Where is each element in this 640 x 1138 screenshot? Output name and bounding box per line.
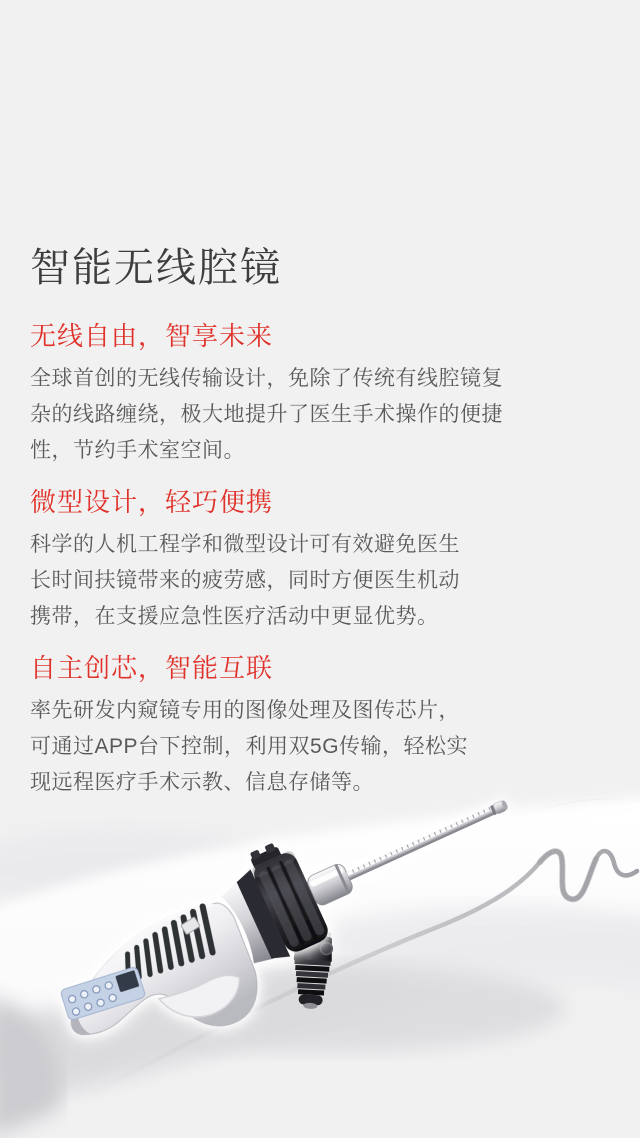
page-title: 智能无线腔镜 bbox=[30, 246, 282, 290]
feature-section-compact bbox=[30, 485, 612, 635]
feature-section-smart-chip bbox=[30, 651, 612, 801]
feature-heading: 微型设计，轻巧便携 bbox=[30, 487, 274, 517]
product-image bbox=[0, 770, 640, 1138]
feature-body: 率先研发内窥镜专用的图像处理及图传芯片， 可通过APP台下控制，利用双5G传输，轻松实 现远程医疗手术示教、信息存储等。 bbox=[30, 699, 469, 794]
feature-section-wireless bbox=[30, 319, 612, 469]
feature-heading: 自主创芯，智能互联 bbox=[30, 653, 274, 683]
feature-copy bbox=[30, 0, 612, 801]
feature-body: 全球首创的无线传输设计，免除了传统有线腔镜复 杂的线路缠绕，极大地提升了医生手术操作的便捷 性，节约手术室空间。 bbox=[30, 367, 503, 462]
feature-body: 科学的人机工程学和微型设计可有效避免医生 长时间扶镜带来的疲劳感，同时方便医生机动 携带，在支援应急性医疗活动中更显优势。 bbox=[30, 533, 460, 628]
feature-heading: 无线自由，智享未来 bbox=[30, 321, 274, 351]
